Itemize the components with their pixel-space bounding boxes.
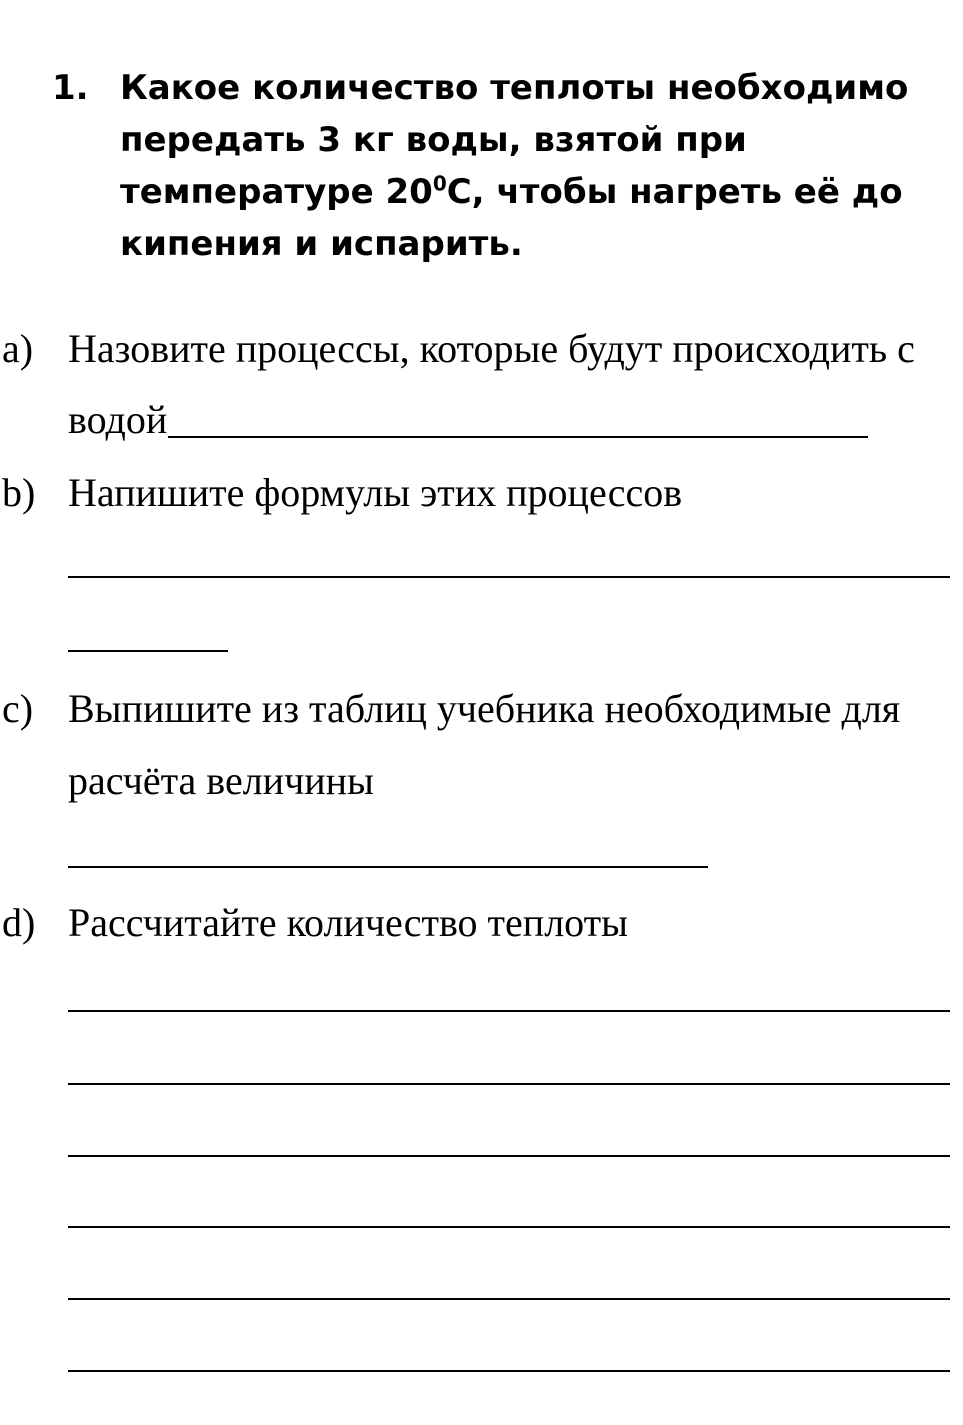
question-number: 1. — [52, 68, 89, 108]
item-a-line2: водой — [68, 397, 168, 442]
answer-line-b1[interactable] — [68, 576, 950, 578]
answer-line-d3[interactable] — [68, 1155, 950, 1157]
item-d-line1: Рассчитайте количество теплоты — [68, 900, 628, 945]
answer-line-a[interactable] — [168, 436, 868, 438]
item-a-marker: a) — [2, 326, 34, 371]
question-text-part1: Какое количество теплоты необходимо передать 3 кг воды, взятой при температуре 20 — [120, 68, 909, 212]
degree-superscript: 0 — [432, 171, 447, 196]
answer-line-d2[interactable] — [68, 1083, 950, 1085]
item-a-line1: Назовите процессы, которые будут происходить с — [68, 326, 915, 371]
answer-line-d6[interactable] — [68, 1370, 950, 1372]
answer-line-d5[interactable] — [68, 1298, 950, 1300]
item-b-marker: b) — [2, 470, 36, 515]
item-c-line1: Выпишите из таблиц учебника необходимые для — [68, 686, 901, 731]
answer-line-d1[interactable] — [68, 1010, 950, 1012]
answer-line-b2[interactable] — [68, 650, 228, 652]
item-b-line1: Напишите формулы этих процессов — [68, 470, 683, 515]
item-c-marker: c) — [2, 686, 34, 731]
item-c-line2: расчёта величины — [68, 758, 374, 803]
item-d-marker: d) — [2, 900, 36, 945]
answer-line-c[interactable] — [68, 866, 708, 868]
question-text-part2: С, чтобы нагреть её до кипения и испарить. — [120, 172, 903, 264]
answer-line-d4[interactable] — [68, 1226, 950, 1228]
question-text — [120, 62, 930, 270]
